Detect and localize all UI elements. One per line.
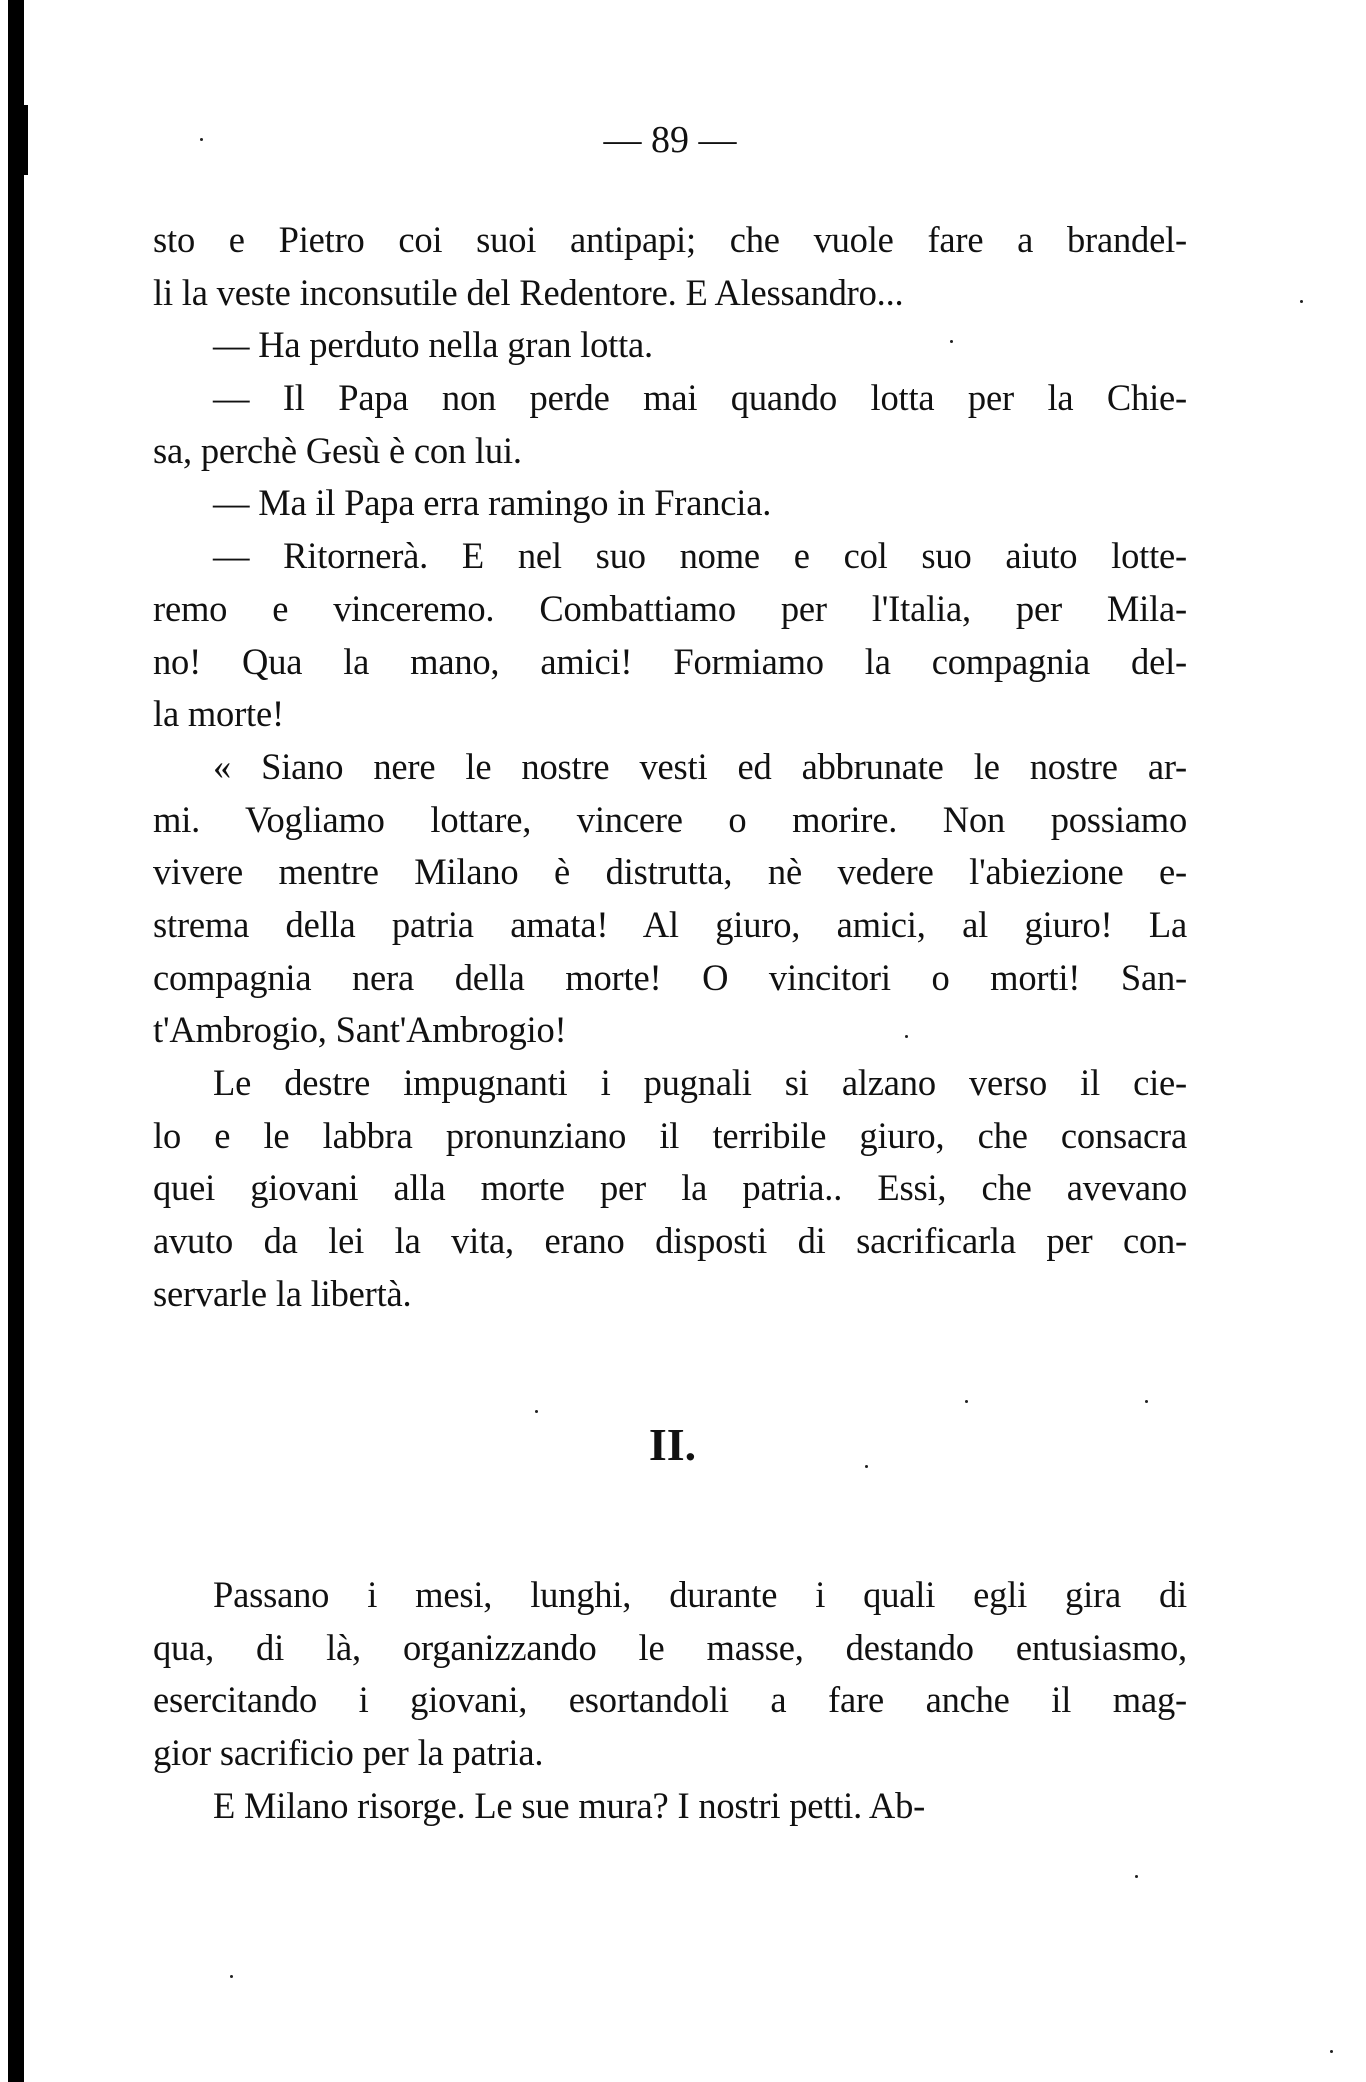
text-line: — Il Papa non perde mai quando lotta per la Chie- [213,377,1187,419]
paragraph [153,372,1187,477]
scan-speck [1135,1875,1138,1878]
scan-speck [200,138,203,141]
text-line: Passano i mesi, lunghi, durante i quali egli gira di [213,1574,1187,1615]
text-line: servarle la libertà. [153,1272,412,1314]
text-section-1 [153,214,1187,1320]
scan-speck [1300,300,1303,303]
text-line: avuto da lei la vita, erano disposti di sacrificarla per con- [153,1220,1187,1262]
text-line: vivere mentre Milano è distrutta, nè vedere l'abiezione e- [153,851,1187,893]
section-heading: II. [648,1419,697,1470]
paragraph [153,319,1187,372]
scan-speck [535,1410,538,1413]
text-line: qua, di là, organizzando le masse, destando entusiasmo, [153,1626,1187,1668]
text-line: — Ma il Papa erra ramingo in Francia. [213,482,772,524]
paragraph [153,477,1187,530]
text-line: t'Ambrogio, Sant'Ambrogio! [153,1009,567,1051]
text-section-2 [153,1569,1187,1832]
scan-speck [1330,2050,1333,2053]
scan-speck [230,1975,233,1978]
text-line: esercitando i giovani, esortandoli a fare anche il mag- [153,1679,1187,1721]
text-line: compagnia nera della morte! O vincitori o morti! San- [153,956,1187,998]
text-line: sto e Pietro coi suoi antipapi; che vuole fare a brandel- [153,219,1187,260]
page-number: — 89 — [603,119,737,161]
scan-speck [965,1400,968,1403]
text-line: « Siano nere le nostre vesti ed abbrunate le nostre ar- [213,745,1187,787]
paragraph [153,1569,1187,1780]
scan-speck [1145,1400,1148,1403]
text-line: la morte! [153,693,284,735]
text-line: gior sacrificio per la patria. [153,1732,544,1774]
text-line: lo e le labbra pronunziano il terribile giuro, che consacra [153,1114,1187,1156]
text-line: E Milano risorge. Le sue mura? I nostri petti. Ab- [213,1784,926,1826]
text-line: strema della patria amata! Al giuro, amici, al giuro! La [153,903,1187,945]
text-line: sa, perchè Gesù è con lui. [153,429,522,471]
paragraph [153,1780,1187,1833]
text-line: — Ha perduto nella gran lotta. [213,324,653,366]
text-line: remo e vinceremo. Combattiamo per l'Italia, per Mila- [153,587,1187,629]
text-line: li la veste inconsutile del Redentore. E Alessandro... [153,271,904,313]
text-line: no! Qua la mano, amici! Formiamo la compagnia del- [153,640,1187,682]
text-line: mi. Vogliamo lottare, vincere o morire. Non possiamo [153,798,1187,840]
paragraph [153,1057,1187,1320]
scan-speck [865,1465,868,1468]
text-line: Le destre impugnanti i pugnali si alzano verso il cie- [213,1062,1187,1103]
scan-speck [950,340,953,343]
paragraph [153,741,1187,1057]
scan-speck [905,1035,908,1038]
text-line: — Ritornerà. E nel suo nome e col suo aiuto lotte- [213,535,1187,577]
paragraph [153,214,1187,319]
text-line: quei giovani alla morte per la patria.. Essi, che avevano [153,1167,1187,1209]
book-spine-edge [8,0,24,2082]
paragraph [153,530,1187,741]
